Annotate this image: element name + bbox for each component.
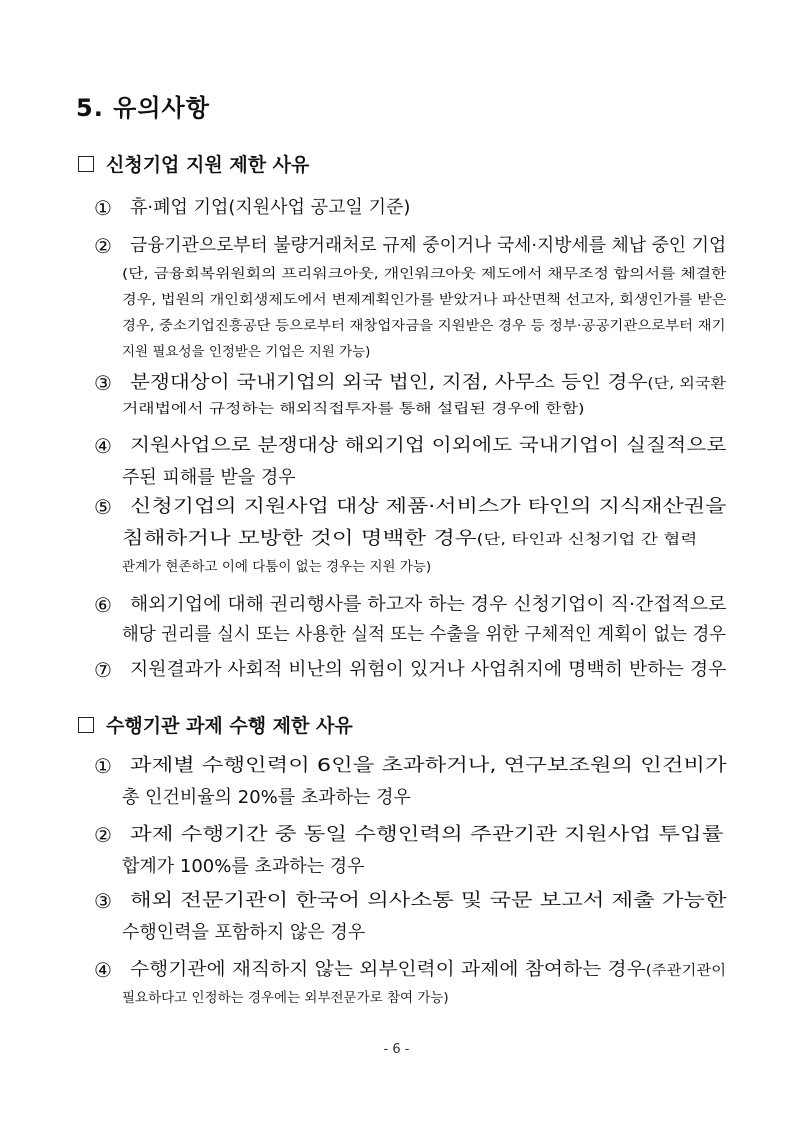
item-text: 경우, 법원의 개인회생제도에서 변제계획인가를 받았거나 파산면책 선고자, 회생인가를 받은	[122, 292, 727, 308]
section-heading-text: 수행기관 과제 수행 제한 사유	[106, 715, 353, 737]
item-text: 과제 수행기간 중 동일 수행인력의 주관기관 지원사업 투입률	[130, 824, 724, 845]
item-text: 필요하다고 인정하는 경우에는 외부전문가로 참여 가능)	[122, 990, 449, 1006]
item-text: 해외 전문기관이 한국어 의사소통 및 국문 보고서 제출 가능한	[130, 890, 727, 911]
page-number: - 6 -	[383, 1042, 410, 1057]
item-text-note: (주관기관이	[645, 963, 727, 979]
item-text: (단, 금융회복위원회의 프리워크아웃, 개인워크아웃 제도에서 채무조정 합의서를 체결한	[122, 266, 727, 282]
item-text-main: 분쟁대상이 국내기업의 외국 법인, 지점, 사무소 등인 경우	[130, 372, 648, 393]
item-text: 과제별 수행인력이 6인을 초과하거나, 연구보조원의 인건비가	[130, 755, 727, 776]
item-text	[122, 522, 697, 557]
item-text-main: 침해하거나 모방한 것이 명백한 경우	[122, 528, 477, 549]
item-number: ⑦	[94, 658, 112, 682]
item-text: 지원사업으로 분쟁대상 해외기업 이외에도 국내기업이 실질적으로	[130, 435, 727, 456]
item-text: 관계가 현존하고 이에 다툼이 없는 경우는 지원 가능)	[122, 559, 432, 575]
item-number: ①	[94, 754, 112, 778]
page-title: 5. 유의사항	[76, 94, 210, 122]
item-text: 신청기업의 지원사업 대상 제품·서비스가 타인의 지식재산권을	[130, 496, 727, 517]
item-number: ②	[94, 234, 112, 258]
item-text: 거래법에서 규정하는 해외직접투자를 통해 설립된 경우에 한함)	[122, 401, 585, 417]
item-text	[130, 953, 726, 988]
item-text-note: (단, 외국환	[647, 376, 726, 392]
item-text: 지원 필요성을 인정받은 기업은 지원 가능)	[122, 344, 371, 360]
item-text-note: (단, 타인과 신청기업 간 협력	[476, 532, 698, 548]
item-number: ④	[94, 958, 112, 982]
item-text: 합계가 100%를 초과하는 경우	[122, 856, 365, 877]
item-text: 금융기관으로부터 불량거래처로 규제 중이거나 국세·지방세를 체납 중인 기업	[130, 235, 727, 256]
section-heading-text: 신청기업 지원 제한 사유	[106, 154, 310, 176]
item-text: 해당 권리를 실시 또는 사용한 실적 또는 수출을 위한 구체적인 계획이 없는 경우	[122, 624, 727, 645]
item-number: ②	[94, 823, 112, 847]
item-text: 휴·폐업 기업(지원사업 공고일 기준)	[130, 197, 411, 218]
section-heading-agency-restrictions	[78, 711, 353, 738]
item-number: ④	[94, 434, 112, 458]
item-text: 경우, 중소기업진흥공단 등으로부터 재창업자금을 지원받은 경우 등 정부·공공기관으로부터 재기	[122, 318, 726, 334]
item-text: 지원결과가 사회적 비난의 위험이 있거나 사업취지에 명백히 반하는 경우	[130, 659, 727, 680]
item-text-main: 수행기관에 재직하지 않는 외부인력이 과제에 참여하는 경우	[130, 959, 646, 980]
item-number: ③	[94, 371, 112, 395]
item-number: ③	[94, 889, 112, 913]
item-number: ⑤	[94, 495, 112, 519]
item-number: ①	[94, 196, 112, 220]
section-heading-applicant-restrictions	[78, 150, 309, 177]
item-text: 수행인력을 포함하지 않은 경우	[122, 922, 366, 943]
item-text: 주된 피해를 받을 경우	[122, 467, 296, 488]
checkbox-square-icon	[78, 717, 94, 733]
item-text: 해외기업에 대해 권리행사를 하고자 하는 경우 신청기업이 직·간접적으로	[130, 594, 727, 615]
checkbox-square-icon	[78, 156, 94, 172]
item-number: ⑥	[94, 593, 112, 617]
item-text: 총 인건비율의 20%를 초과하는 경우	[122, 787, 411, 808]
